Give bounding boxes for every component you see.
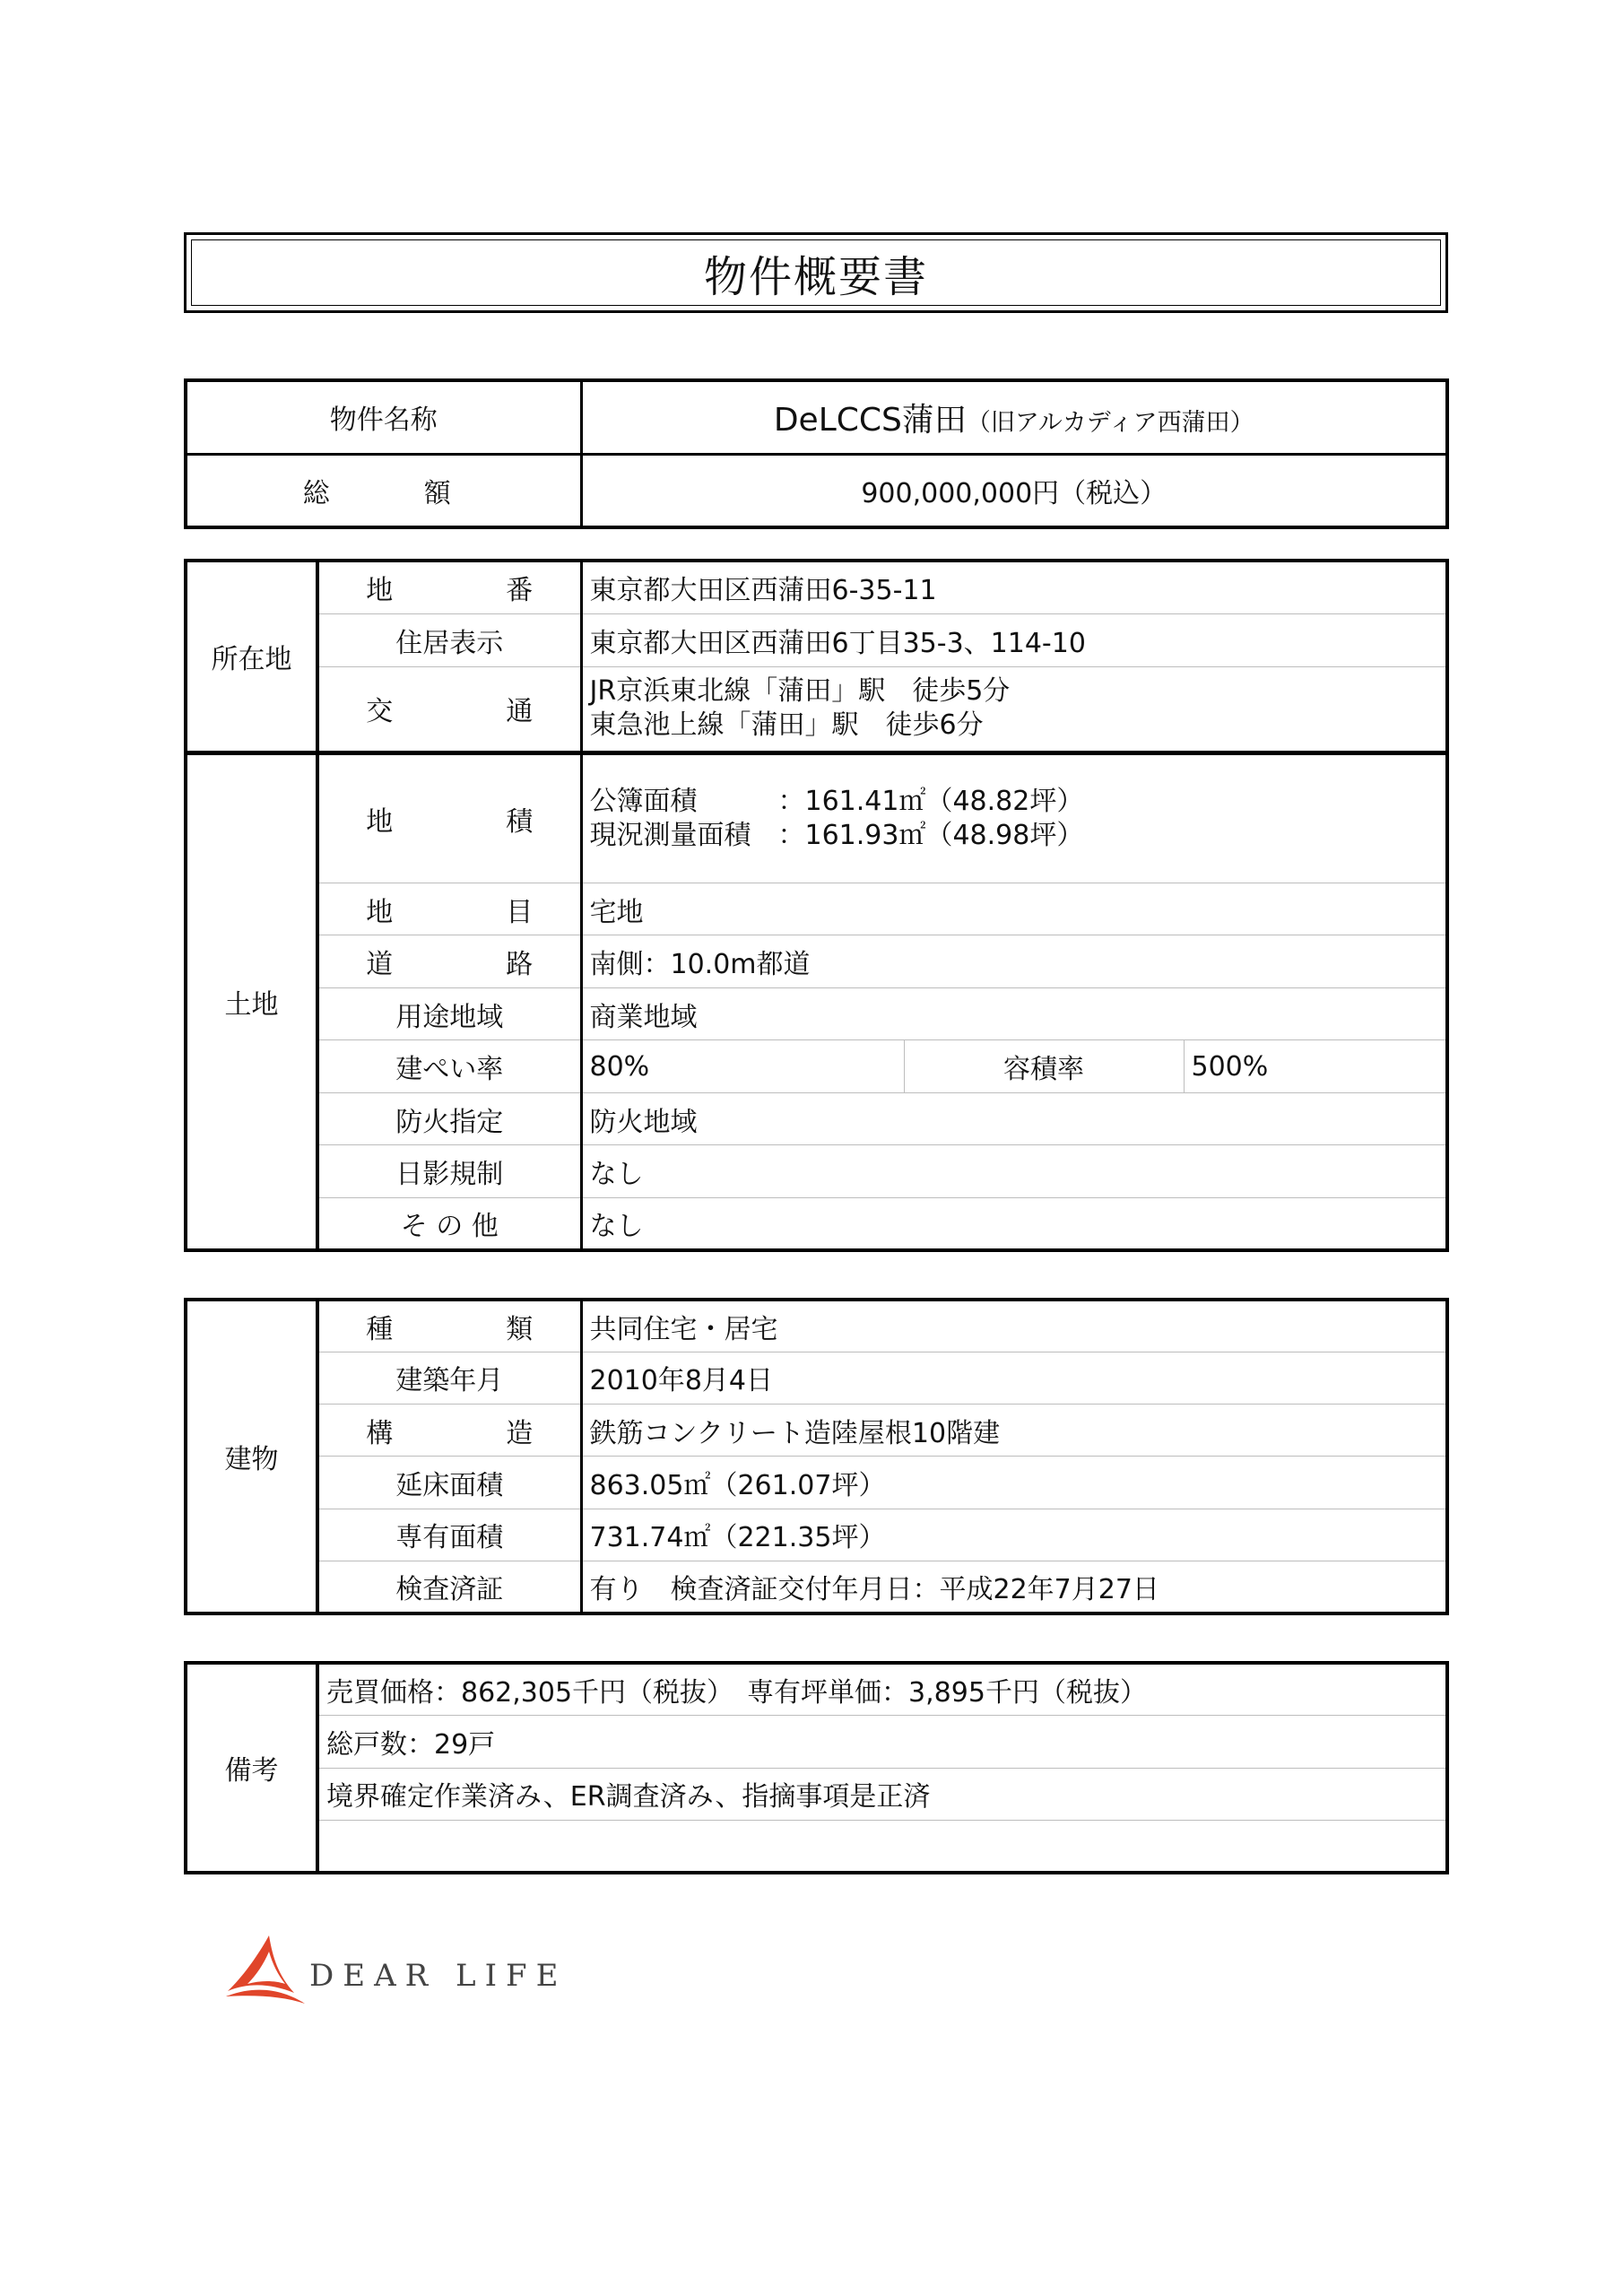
transport-value <box>581 666 1447 752</box>
building-section-label: 建物 <box>186 1300 317 1613</box>
title-box <box>184 232 1448 313</box>
zoning-value: 商業地域 <box>581 987 1447 1040</box>
building-type-value: 共同住宅・居宅 <box>581 1300 1447 1352</box>
logo-mark-icon <box>228 1935 294 1993</box>
land-section-label: 土地 <box>186 753 317 1250</box>
fire-designation-value: 防火地域 <box>581 1092 1447 1145</box>
total-amount-value: 900,000,000円（税込） <box>581 454 1447 527</box>
building-table <box>184 1298 1449 1615</box>
built-date-label: 建築年月 <box>317 1352 581 1404</box>
total-floor-area-label: 延床面積 <box>317 1457 581 1509</box>
land-other-value: なし <box>581 1197 1447 1250</box>
address-value: 東京都大田区西蒲田6丁目35-3、114-10 <box>581 613 1447 666</box>
land-category-value: 宅地 <box>581 883 1447 935</box>
transport-line-2: 東急池上線「蒲田」駅 徒歩6分 <box>589 709 984 742</box>
fire-designation-label: 防火指定 <box>317 1092 581 1145</box>
land-other-label: そ の 他 <box>317 1197 581 1250</box>
land-area-line-2: 現況測量面積 ：161.93㎡（48.98坪） <box>589 819 1084 851</box>
page-title: 物件概要書 <box>191 239 1441 306</box>
land-area-value <box>581 753 1447 883</box>
built-date-value: 2010年8月4日 <box>581 1352 1447 1404</box>
road-value: 南側：10.0m都道 <box>581 935 1447 988</box>
total-floor-area-value: 863.05㎡（261.07坪） <box>581 1457 1447 1509</box>
remarks-line-1: 売買価格：862,305千円（税抜） 専有坪単価：3,895千円（税抜） <box>317 1663 1447 1716</box>
building-coverage-value: 80% <box>581 1040 904 1093</box>
remarks-line-3: 境界確定作業済み、ER調査済み、指摘事項是正済 <box>317 1768 1447 1821</box>
remarks-line-2: 総戸数：29戸 <box>317 1716 1447 1769</box>
shadow-regulation-label: 日影規制 <box>317 1145 581 1198</box>
address-label: 住居表示 <box>317 613 581 666</box>
land-area-line-1: 公簿面積 ：161.41㎡（48.82坪） <box>589 785 1084 817</box>
logo-text: DEAR LIFE <box>309 1958 568 1994</box>
inspection-label: 検査済証 <box>317 1561 581 1613</box>
inspection-value: 有り 検査済証交付年月日：平成22年7月27日 <box>581 1561 1447 1613</box>
exclusive-area-value: 731.74㎡（221.35坪） <box>581 1509 1447 1561</box>
transport-line-1: JR京浜東北線「蒲田」駅 徒歩5分 <box>589 675 1011 708</box>
lot-number-value: 東京都大田区西蒲田6-35-11 <box>581 561 1447 613</box>
land-category-label: 地 目 <box>317 883 581 935</box>
building-type-label: 種 類 <box>317 1300 581 1352</box>
summary-table <box>184 378 1449 529</box>
structure-label: 構 造 <box>317 1405 581 1457</box>
shadow-regulation-value: なし <box>581 1145 1447 1198</box>
road-label: 道 路 <box>317 935 581 988</box>
lot-number-label: 地 番 <box>317 561 581 613</box>
floor-area-ratio-label: 容積率 <box>904 1040 1184 1093</box>
property-name-note: （旧アルカディア西蒲田） <box>966 408 1254 437</box>
remarks-section-label: 備考 <box>186 1663 317 1873</box>
building-coverage-label: 建ぺい率 <box>317 1040 581 1093</box>
location-table <box>184 559 1449 754</box>
remarks-table <box>184 1661 1449 1874</box>
transport-label: 交 通 <box>317 666 581 752</box>
structure-value: 鉄筋コンクリート造陸屋根10階建 <box>581 1405 1447 1457</box>
floor-area-ratio-value: 500% <box>1184 1040 1447 1093</box>
land-table <box>184 752 1449 1252</box>
total-amount-label: 総 額 <box>186 454 581 527</box>
exclusive-area-label: 専有面積 <box>317 1509 581 1561</box>
remarks-line-4 <box>317 1821 1447 1874</box>
property-name-label: 物件名称 <box>186 380 581 454</box>
property-name-value: DeLCCS蒲田 <box>773 401 967 439</box>
land-area-label: 地 積 <box>317 753 581 883</box>
property-name-cell <box>581 380 1447 454</box>
location-section-label: 所在地 <box>186 561 317 752</box>
zoning-label: 用途地域 <box>317 987 581 1040</box>
